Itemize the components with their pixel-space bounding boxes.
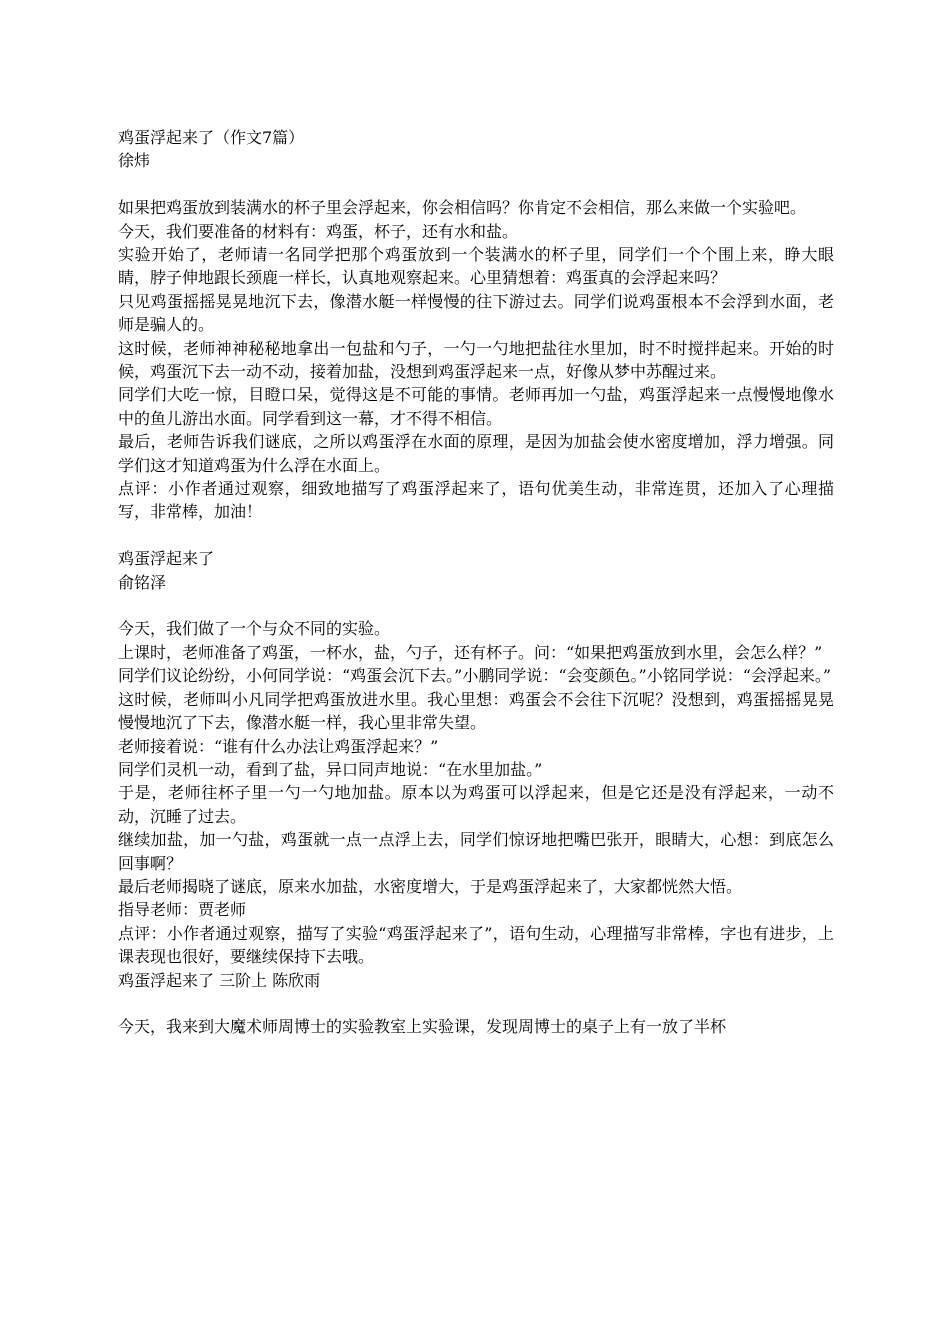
- essay1-comment: 点评：小作者通过观察，细致地描写了鸡蛋浮起来了，语句优美生动，非常连贯，还加入了心理描写，非常棒，加油！: [118, 479, 834, 522]
- essay2-paragraph: 同学们议论纷纷，小何同学说：“鸡蛋会沉下去。”小鹏同学说：“会变颜色。”小铭同学说：“会浮起来。”: [118, 666, 832, 686]
- essay2-author: 俞铭泽: [118, 572, 167, 592]
- essay1-paragraph: 这时候，老师神神秘秘地拿出一包盐和勺子，一勺一勺地把盐往水里加，时不时搅拌起来。开始的时候，鸡蛋沉下去一动不动，接着加盐，没想到鸡蛋浮起来一点，好像从梦中苏醒过来。: [118, 338, 834, 382]
- essay2-paragraph: 同学们灵机一动，看到了盐，异口同声地说：“在水里加盐。”: [118, 759, 543, 779]
- essay2-paragraph: 于是，老师往杯子里一勺一勺地加盐。原本以为鸡蛋可以浮起来，但是它还是没有浮起来，一动不动，沉睡了过去。: [118, 783, 834, 826]
- essay2-paragraph: 继续加盐，加一勺盐，鸡蛋就一点一点浮上去，同学们惊讶地把嘴巴张开，眼睛大，心想：到底怎么回事啊？: [118, 830, 834, 873]
- essay1-paragraph: 如果把鸡蛋放到装满水的杯子里会浮起来，你会相信吗？你肯定不会相信，那么来做一个实验吧。: [118, 198, 807, 218]
- essay2-paragraph: 老师接着说：“谁有什么办法让鸡蛋浮起来？”: [118, 736, 439, 756]
- essay3-title: 鸡蛋浮起来了 三阶上 陈欣雨: [118, 970, 321, 990]
- essay2-comment: 点评：小作者通过观察，描写了实验“鸡蛋浮起来了”，语句生动，心理描写非常棒，字也有进步，上课表现也很好，要继续保持下去哦。: [118, 923, 834, 967]
- blank-line: [118, 992, 834, 1015]
- blank-line: [118, 524, 834, 547]
- essay2-teacher: 指导老师：贾老师: [118, 900, 247, 920]
- essay1-paragraph: 最后，老师告诉我们谜底，之所以鸡蛋浮在水面的原理，是因为加盐会使水密度增加，浮力增强。同学们这才知道鸡蛋为什么浮在水面上。: [118, 432, 834, 475]
- essay1-paragraph: 同学们大吃一惊，目瞪口呆，觉得这是不可能的事情。老师再加一勺盐，鸡蛋浮起来一点慢慢地像水中的鱼儿游出水面。同学看到这一幕，才不得不相信。: [118, 385, 834, 428]
- document-page: [118, 126, 834, 1039]
- essay2-paragraph: 最后老师揭晓了谜底，原来水加盐，水密度增大，于是鸡蛋浮起来了，大家都恍然大悟。: [118, 876, 743, 896]
- essay1-paragraph: 实验开始了，老师请一名同学把那个鸡蛋放到一个装满水的杯子里，同学们一个个围上来，睁大眼睛，脖子伸地跟长颈鹿一样长，认真地观察起来。心里猜想着：鸡蛋真的会浮起来吗？: [118, 245, 834, 288]
- essay2-paragraph: 今天，我们做了一个与众不同的实验。: [118, 619, 391, 639]
- essay1-title: 鸡蛋浮起来了（作文7篇）: [118, 128, 305, 147]
- essay3-paragraph: 今天，我来到大魔术师周博士的实验教室上实验课，发现周博士的桌子上有一放了半杯: [118, 1017, 727, 1037]
- blank-line: [118, 173, 834, 196]
- essay1-paragraph: 只见鸡蛋摇摇晃晃地沉下去，像潜水艇一样慢慢的往下游过去。同学们说鸡蛋根本不会浮到水面，老师是骗人的。: [118, 291, 834, 335]
- essay2-paragraph: 上课时，老师准备了鸡蛋，一杯水，盐，勺子，还有杯子。问：“如果把鸡蛋放到水里，会怎么样？”: [118, 642, 823, 662]
- essay1-author: 徐炜: [118, 151, 151, 171]
- essay2-paragraph: 这时候，老师叫小凡同学把鸡蛋放进水里。我心里想：鸡蛋会不会往下沉呢？没想到，鸡蛋摇摇晃晃慢慢地沉了下去，像潜水艇一样，我心里非常失望。: [118, 689, 834, 733]
- essay2-title: 鸡蛋浮起来了: [118, 549, 215, 569]
- blank-line: [118, 594, 834, 617]
- essay1-paragraph: 今天，我们要准备的材料有：鸡蛋，杯子，还有水和盐。: [118, 221, 519, 241]
